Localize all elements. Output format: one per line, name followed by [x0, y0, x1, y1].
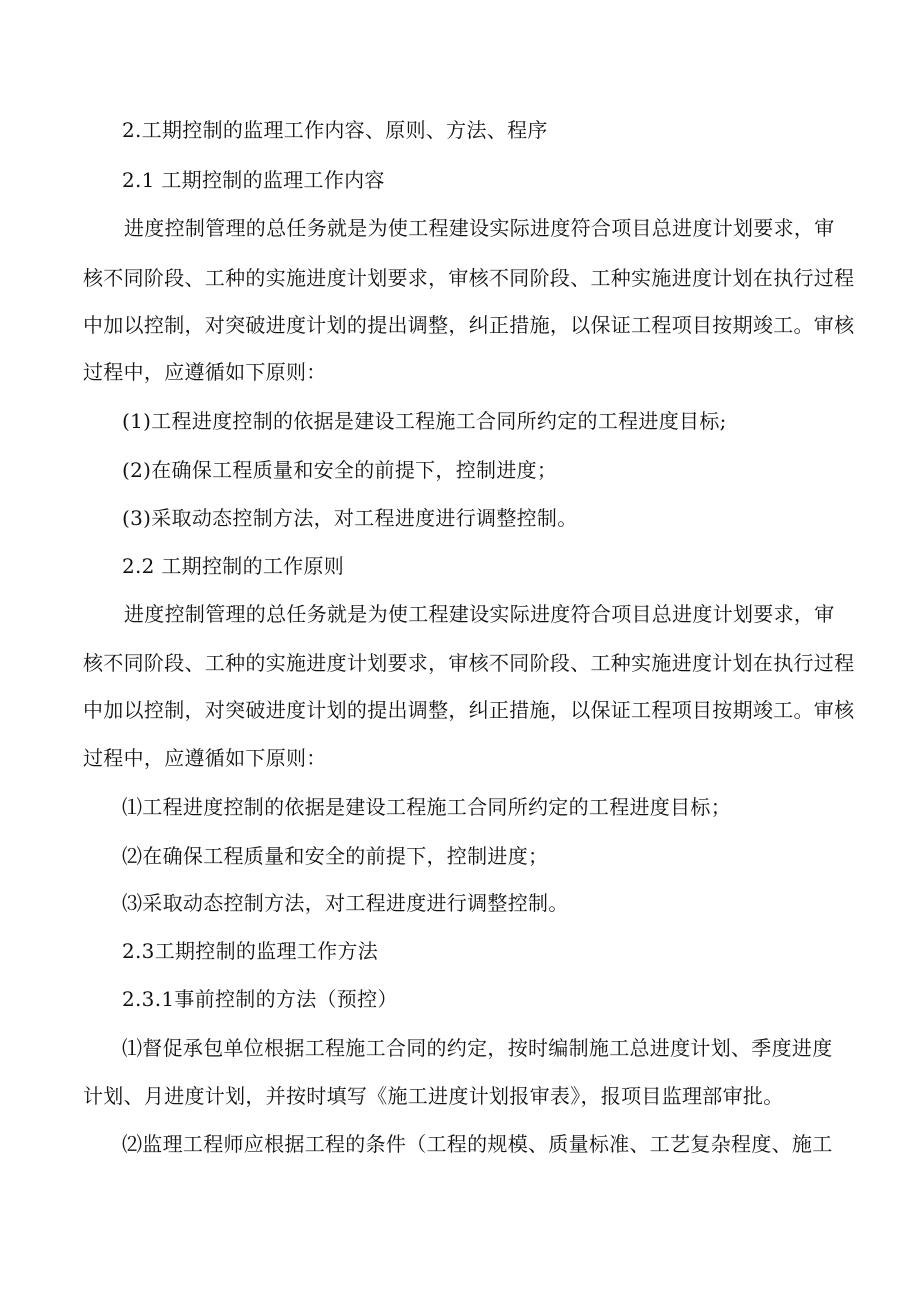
- heading-2-1: 2.1 工期控制的监理工作内容: [122, 168, 385, 192]
- list-item-2-1-1: (1)工程进度控制的依据是建设工程施工合同所约定的工程进度目标;: [122, 409, 727, 433]
- list-item-2-3-1-1-line-2: 计划、月进度计划，并按时填写《施工进度计划报审表》，报项目监理部审批。: [83, 1084, 784, 1108]
- paragraph-2-2-line-4: 过程中，应遵循如下原则：: [83, 746, 327, 770]
- list-item-2-1-3: (3)采取动态控制方法，对工程进度进行调整控制。: [122, 506, 578, 530]
- paragraph-2-2-line-1: 进度控制管理的总任务就是为使工程建设实际进度符合项目总进度计划要求，审: [124, 602, 835, 626]
- paragraph-2-1-line-1: 进度控制管理的总任务就是为使工程建设实际进度符合项目总进度计划要求，审: [124, 216, 835, 240]
- heading-2: 2.工期控制的监理工作内容、原则、方法、程序: [122, 118, 548, 142]
- paragraph-2-1-line-4: 过程中，应遵循如下原则：: [83, 360, 327, 384]
- heading-2-3: 2.3工期控制的监理工作方法: [122, 939, 379, 963]
- list-item-2-1-2: (2)在确保工程质量和安全的前提下，控制进度；: [122, 458, 558, 482]
- list-item-2-3-1-1-line-1: ⑴督促承包单位根据工程施工合同的约定，按时编制施工总进度计划、季度进度: [122, 1036, 833, 1060]
- paragraph-2-2-line-2: 核不同阶段、工种的实施进度计划要求，审核不同阶段、工种实施进度计划在执行过程: [83, 651, 855, 675]
- list-item-2-2-3: ⑶采取动态控制方法，对工程进度进行调整控制。: [122, 891, 569, 915]
- paragraph-2-1-line-2: 核不同阶段、工种的实施进度计划要求，审核不同阶段、工种实施进度计划在执行过程: [83, 266, 855, 290]
- list-item-2-2-1: ⑴工程进度控制的依据是建设工程施工合同所约定的工程进度目标；: [122, 795, 731, 819]
- list-item-2-2-2: ⑵在确保工程质量和安全的前提下，控制进度；: [122, 844, 549, 868]
- list-item-2-3-1-2-line-1: ⑵监理工程师应根据工程的条件（工程的规模、质量标准、工艺复杂程度、施工: [122, 1132, 833, 1156]
- paragraph-2-1-line-3: 中加以控制，对突破进度计划的提出调整，纠正措施，以保证工程项目按期竣工。审核: [83, 313, 855, 337]
- heading-2-2: 2.2 工期控制的工作原则: [122, 554, 345, 578]
- heading-2-3-1: 2.3.1事前控制的方法（预控）: [122, 987, 398, 1011]
- paragraph-2-2-line-3: 中加以控制，对突破进度计划的提出调整，纠正措施，以保证工程项目按期竣工。审核: [83, 698, 855, 722]
